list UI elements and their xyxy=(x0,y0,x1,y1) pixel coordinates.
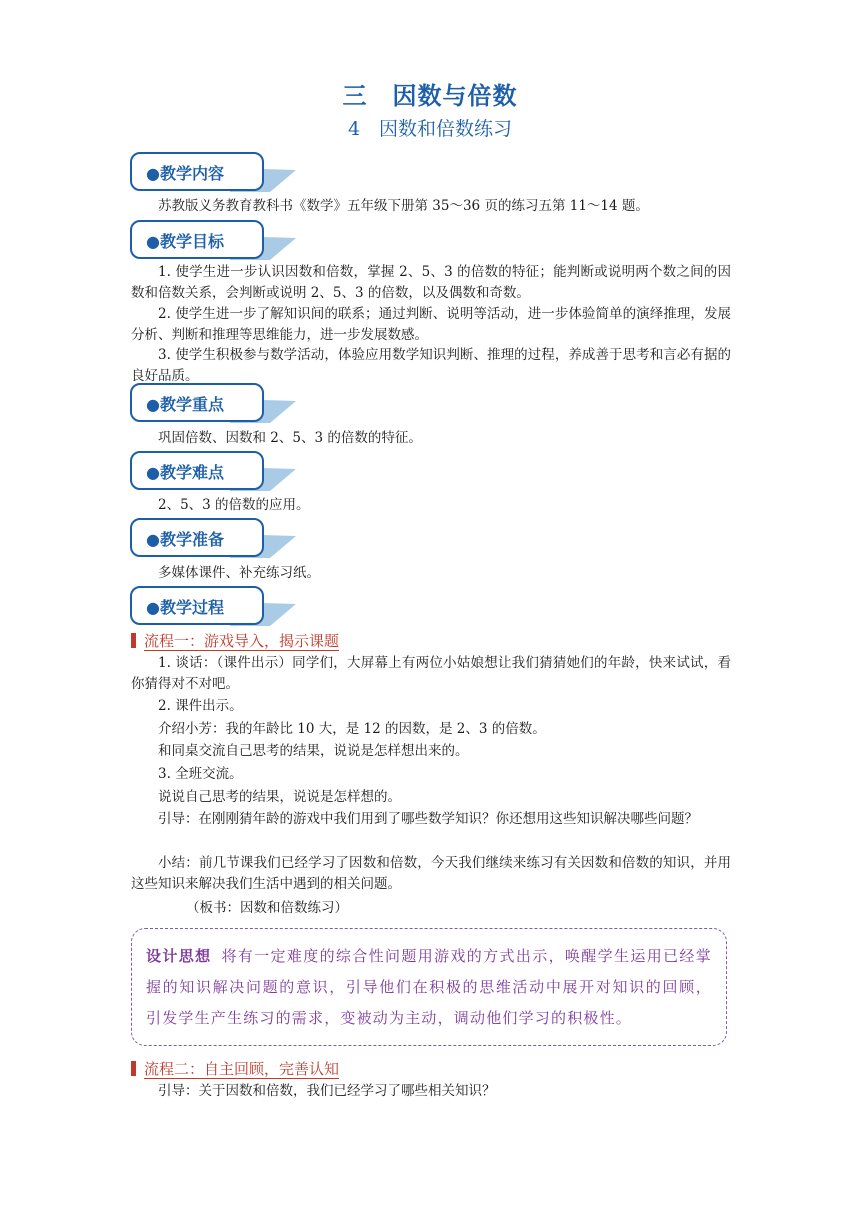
key-text: 巩固倍数、因数和 2、5、3 的倍数的特征。 xyxy=(158,430,422,446)
difficulty-text: 2、5、3 的倍数的应用。 xyxy=(158,497,310,513)
flow1-line-6: 说说自己思考的结果，说说是怎样想的。 xyxy=(158,789,401,805)
section-header-process xyxy=(130,586,300,626)
content-text: 苏教版义务教育教科书《数学》五年级下册第 35～36 页的练习五第 11～14 题。 xyxy=(158,198,649,214)
flow1-line-5: 3. 全班交流。 xyxy=(158,766,243,782)
section-label: ●教学过程 xyxy=(146,598,224,617)
flow-marker xyxy=(131,1061,136,1076)
flow2-line-1: 引导：关于因数和倍数，我们已经学习了哪些相关知识？ xyxy=(158,1083,496,1099)
section-header-prep xyxy=(130,518,300,558)
section-label: ●教学重点 xyxy=(146,395,224,414)
flow1-title: 流程一：游戏导入，揭示课题 xyxy=(144,632,340,650)
flow2-heading xyxy=(131,1058,339,1079)
section-label: ●教学目标 xyxy=(146,232,224,251)
design-thought-text: 将有一定难度的综合性问题用游戏的方式出示，唤醒学生运用已经掌握的知识解决问题的意识，引导他们在积极的思维活动中展开对知识的回顾，引发学生产生练习的需求，变被动为主动，调动他们学习的积极性。 xyxy=(146,947,712,1027)
design-thought-box xyxy=(131,928,727,1046)
section-header-key xyxy=(130,383,300,423)
goal-item-3: 3. 使学生积极参与数学活动，体验应用数学知识判断、推理的过程，养成善于思考和言必有据的良好品质。 xyxy=(131,347,731,384)
section-header-goals xyxy=(130,220,300,260)
page-subtitle: 4 因数和倍数练习 xyxy=(347,118,513,140)
design-thought-heading: 设计思想 xyxy=(146,947,212,965)
section-label: ●教学内容 xyxy=(146,164,224,183)
flow1-line-1: 1. 谈话：（课件出示）同学们，大屏幕上有两位小姑娘想让我们猜猜她们的年龄，快来试试，看你猜得对不对吧。 xyxy=(131,655,731,692)
flow1-line-8: 小结：前几节课我们已经学习了因数和倍数，今天我们继续来练习有关因数和倍数的知识，并用这些知识来解决我们生活中遇到的相关问题。 xyxy=(131,855,731,892)
page-title: 三 因数与倍数 xyxy=(342,81,518,110)
prep-text: 多媒体课件、补充练习纸。 xyxy=(158,565,320,581)
flow1-line-2: 2. 课件出示。 xyxy=(158,698,243,714)
flow1-line-7: 引导：在刚刚猜年龄的游戏中我们用到了哪些数学知识？你还想用这些知识解决哪些问题？ xyxy=(158,811,698,827)
section-header-difficulty xyxy=(130,451,300,491)
flow-marker xyxy=(131,633,136,648)
flow1-line-3: 介绍小芳：我的年龄比 10 大，是 12 的因数，是 2、3 的倍数。 xyxy=(158,721,546,737)
goal-item-1: 1. 使学生进一步认识因数和倍数，掌握 2、5、3 的倍数的特征；能判断或说明两个数之间的因数和倍数关系，会判断或说明 2、5、3 的倍数，以及偶数和奇数。 xyxy=(131,264,731,301)
flow1-heading xyxy=(131,630,339,651)
flow1-board-note: （板书：因数和倍数练习） xyxy=(186,900,348,916)
flow1-line-4: 和同桌交流自己思考的结果，说说是怎样想出来的。 xyxy=(158,743,469,759)
section-label: ●教学难点 xyxy=(146,463,224,482)
section-header-content xyxy=(130,152,300,192)
goal-item-2: 2. 使学生进一步了解知识间的联系；通过判断、说明等活动，进一步体验简单的演绎推理，发展分析、判断和推理等思维能力，进一步发展数感。 xyxy=(131,306,731,343)
section-label: ●教学准备 xyxy=(146,530,224,549)
flow2-title: 流程二：自主回顾，完善认知 xyxy=(144,1060,340,1078)
